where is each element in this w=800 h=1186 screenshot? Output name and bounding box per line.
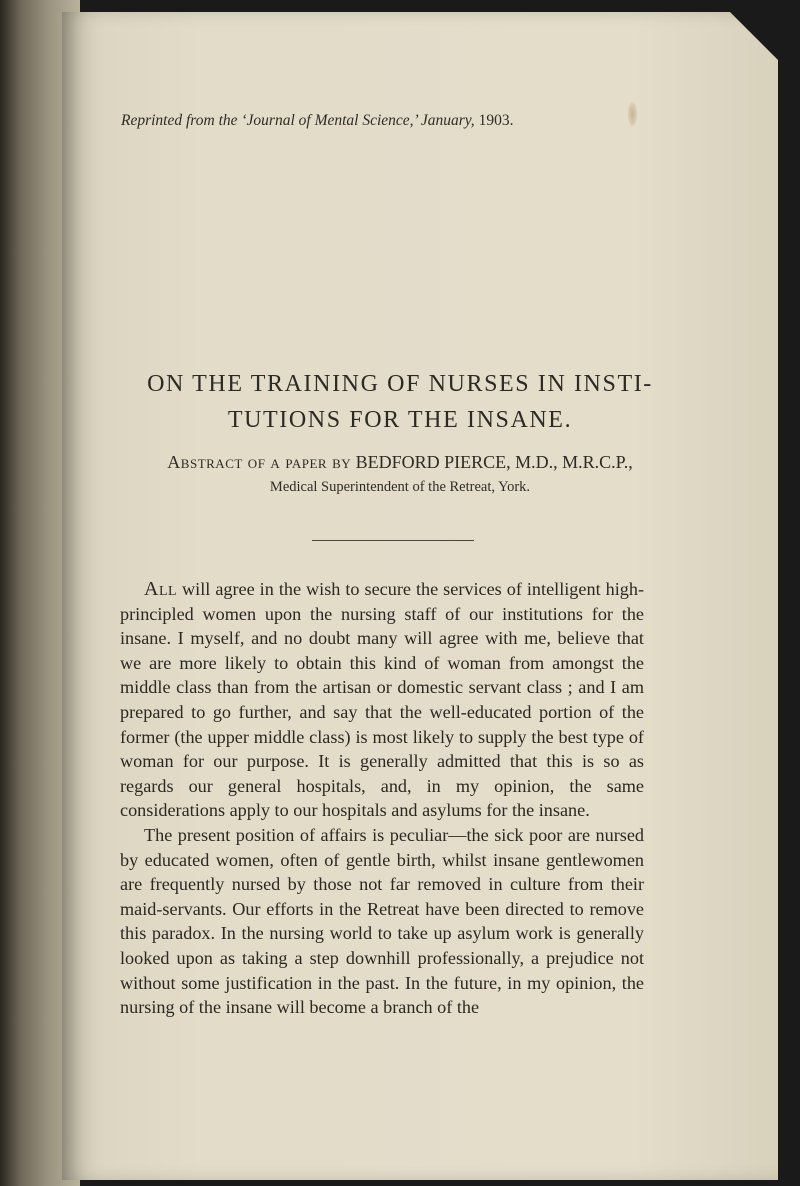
lead-word: All [144, 578, 178, 600]
section-divider [312, 540, 474, 541]
reprint-notice [121, 112, 681, 130]
folded-corner [730, 12, 778, 60]
title-line-1: ON THE TRAINING OF NURSES IN INSTI- [147, 371, 653, 397]
title-line-2: TUTIONS FOR THE INSANE. [227, 407, 573, 433]
reprint-prefix: Reprinted from the [121, 112, 238, 129]
paragraph-1 [120, 577, 644, 823]
article-body [120, 577, 644, 1020]
journal-name: ‘Journal of Mental Science,’ [241, 112, 417, 129]
paragraph-2: The present position of affairs is peculiar—the sick poor are nursed by educated women, often of gentle birth, whilst insane gentlewomen are frequently nursed by those not far removed in culture from their maid-servants. Our efforts in the Retreat have been directed to remove this paradox. In the nursing world to take up asylum work is generally looked upon as taking a step downhill professionally, a prejudice not without some justification in the past. In the future, in my opinion, the nursing of the insane will become a branch of the [120, 824, 644, 1018]
abstract-prefix: Abstract of a paper by [167, 452, 352, 472]
author-affiliation: Medical Superintendent of the Retreat, York. [269, 479, 531, 495]
abstract-byline [100, 452, 700, 473]
issue-month: January, [420, 112, 475, 129]
paragraph-1-text: will agree in the wish to secure the services of intelligent high-principled women upon the nursing staff of our institutions for the insane. I myself, and no doubt many will agree with me, believe that we are more likely to obtain this kind of woman from amongst the middle class than from the artisan or domestic servant class ; and I am prepared to go further, and say that the well-educated portion of the former (the upper middle class) is most likely to supply the best type of woman for our purpose. It is generally admitted that this is so as regards our general hospitals, and, in my opinion, the same considerations apply to our hospitals and asylums for the insane. [120, 579, 644, 821]
article-title [100, 366, 700, 438]
author-name: BEDFORD PIERCE, M.D., M.R.C.P., [355, 452, 633, 472]
issue-year: 1903. [478, 112, 514, 129]
